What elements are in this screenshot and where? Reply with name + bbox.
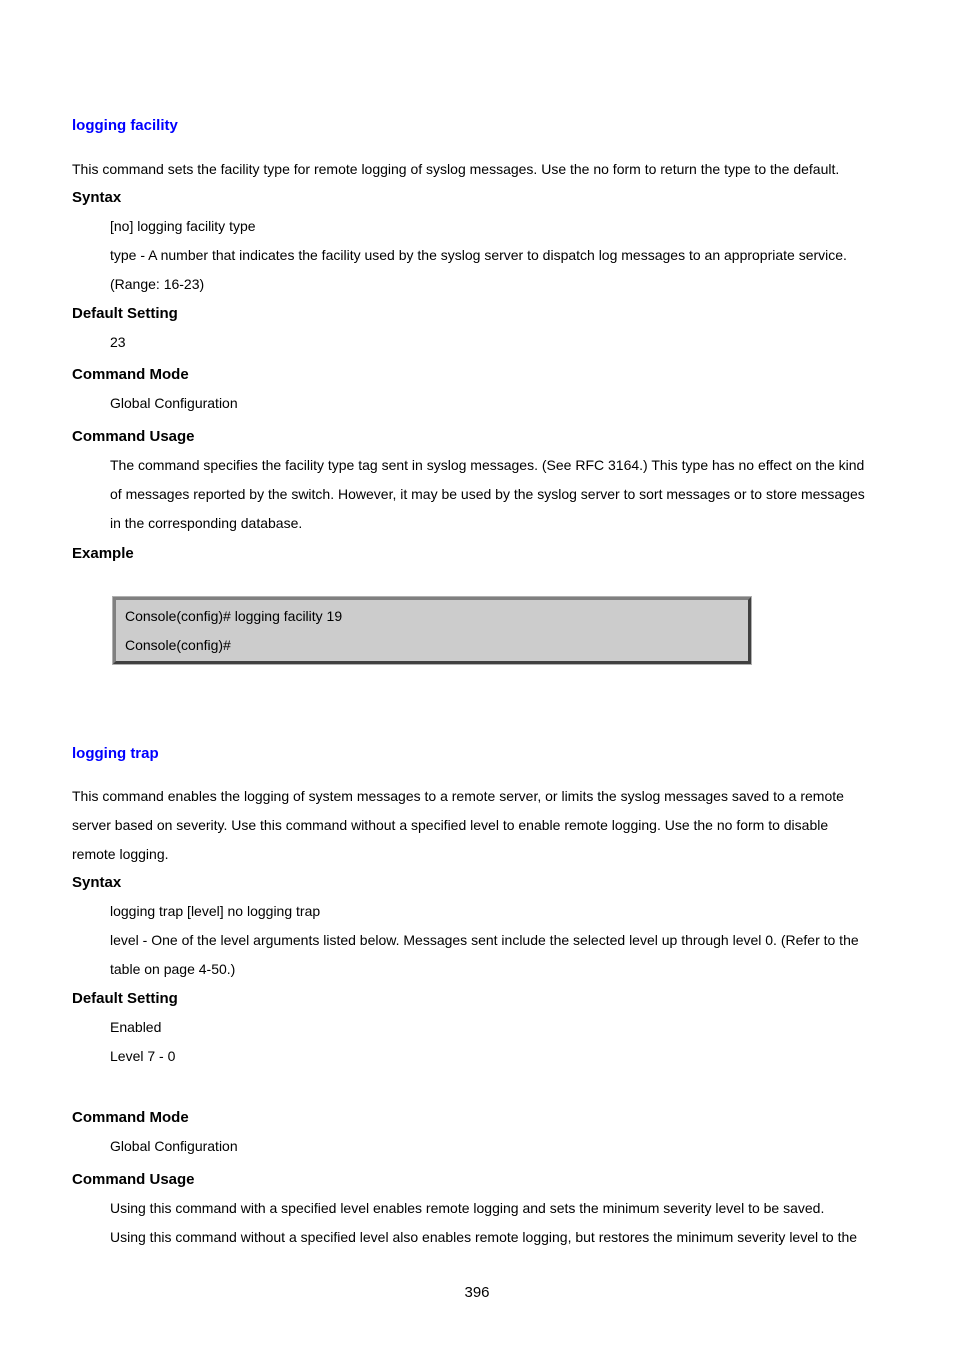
default-setting-value: Enabled bbox=[110, 1019, 162, 1035]
syntax-line: type - A number that indicates the facility used by the syslog server to dispatch log messages to an appropriate service. bbox=[110, 247, 847, 263]
syntax-heading: Syntax bbox=[72, 874, 122, 891]
syntax-line: logging trap [level] no logging trap bbox=[110, 903, 321, 919]
default-setting-value: 23 bbox=[110, 334, 126, 350]
syntax-line: [no] logging facility type bbox=[110, 218, 256, 234]
section-title-logging-trap: logging trap bbox=[72, 745, 159, 762]
section-description-line: server based on severity. Use this command without a specified level to enable remote logging. Use the no form to disable bbox=[72, 817, 829, 833]
example-heading: Example bbox=[72, 545, 134, 562]
default-setting-heading: Default Setting bbox=[72, 305, 178, 322]
section-description: This command sets the facility type for remote logging of syslog messages. Use the no form to return the type to the default. bbox=[72, 161, 840, 177]
default-setting-value: Level 7 - 0 bbox=[110, 1048, 176, 1064]
syntax-line: table on page 4-50.) bbox=[110, 961, 236, 977]
command-mode-value: Global Configuration bbox=[110, 395, 238, 411]
command-usage-heading: Command Usage bbox=[72, 428, 195, 445]
usage-line: Using this command with a specified level enables remote logging and sets the minimum severity level to be saved. bbox=[110, 1200, 825, 1216]
code-line: Console(config)# bbox=[125, 637, 231, 653]
code-line: Console(config)# logging facility 19 bbox=[125, 608, 343, 624]
section-description-line: This command enables the logging of system messages to a remote server, or limits the syslog messages saved to a remote bbox=[72, 788, 844, 804]
usage-line: of messages reported by the switch. However, it may be used by the syslog server to sort messages or to store messages bbox=[110, 486, 865, 502]
usage-line: Using this command without a specified level also enables remote logging, but restores the minimum severity level to the bbox=[110, 1229, 858, 1245]
section-title-logging-facility: logging facility bbox=[72, 117, 178, 134]
syntax-heading: Syntax bbox=[72, 189, 122, 206]
page-number: 396 bbox=[464, 1284, 490, 1301]
default-setting-heading: Default Setting bbox=[72, 990, 178, 1007]
section-description-line: remote logging. bbox=[72, 846, 169, 862]
syntax-line: (Range: 16-23) bbox=[110, 276, 205, 292]
command-mode-heading: Command Mode bbox=[72, 366, 189, 383]
syntax-line: level - One of the level arguments listed below. Messages sent include the selected level up through level 0. (Refer to the bbox=[110, 932, 859, 948]
command-usage-heading: Command Usage bbox=[72, 1171, 195, 1188]
command-mode-heading: Command Mode bbox=[72, 1109, 189, 1126]
command-mode-value: Global Configuration bbox=[110, 1138, 238, 1154]
example-code-box bbox=[113, 597, 751, 664]
usage-line: in the corresponding database. bbox=[110, 515, 303, 531]
usage-line: The command specifies the facility type tag sent in syslog messages. (See RFC 3164.) This type has no effect on the kind bbox=[110, 457, 865, 473]
